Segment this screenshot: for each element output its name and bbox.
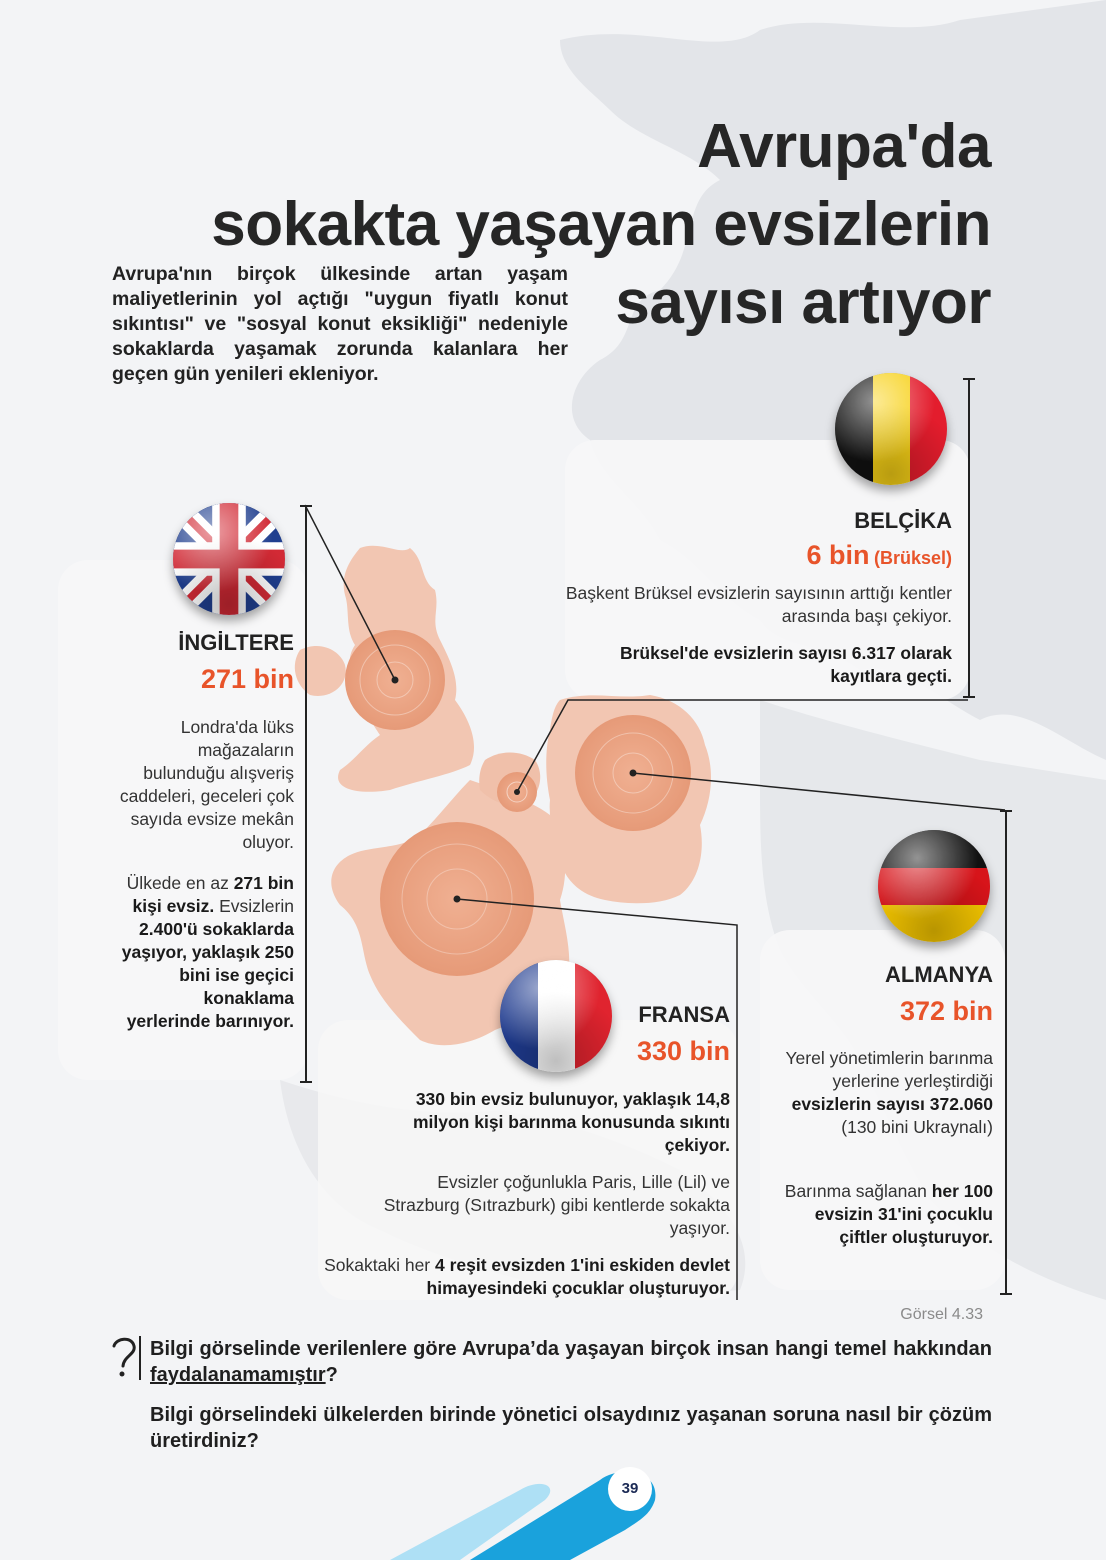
uk-p2-c: Evsizlerin [214, 896, 294, 916]
belgium-p1: Başkent Brüksel evsizlerin sayısının arttığı kentler arasında başı çekiyor. [565, 583, 952, 626]
belgium-flag [835, 373, 947, 485]
uk-p2 [119, 872, 294, 1033]
germany-p1-b: evsizlerin sayısı 372.060 [791, 1094, 993, 1114]
belgium-block [807, 508, 953, 571]
germany-flag [878, 830, 990, 942]
title-line-2: sokakta yaşayan evsizlerin [211, 190, 991, 259]
question-1 [150, 1336, 992, 1388]
uk-block [178, 630, 294, 695]
uk-p2-b: 271 bin kişi evsiz. [132, 873, 294, 916]
germany-p2 [768, 1180, 993, 1249]
germany-p1-c: (130 bini Ukraynalı) [841, 1117, 993, 1137]
uk-p2-d: 2.400'ü sokaklarda yaşıyor, yaklaşık 250 bini ise geçici konaklama yerlerinde barınıyor. [121, 919, 294, 1031]
france-dot [454, 896, 461, 903]
germany-p1-a: Yerel yönetimlerin barınma yerlerine yerleştirdiği [785, 1048, 993, 1091]
title-line-3: sayısı artıyor [615, 268, 991, 337]
germany-block [885, 962, 993, 1027]
question-2: Bilgi görselindeki ülkelerden birinde yönetici olsaydınız yaşanan soruna nasıl bir çözüm üretirdiniz? [150, 1404, 992, 1452]
figure-caption: Görsel 4.33 [900, 1306, 983, 1323]
france-number: 330 bin [636, 1036, 730, 1066]
germany-name: ALMANYA [885, 962, 993, 987]
belgium-city: (Brüksel) [873, 548, 952, 568]
belgium-bracket [950, 378, 970, 698]
question-1-underlined: faydalanamamıştır [150, 1364, 326, 1386]
uk-number: 271 bin [200, 664, 294, 694]
belgium-p2: Brüksel'de evsizlerin sayısı 6.317 olarak kayıtlara geçti. [619, 643, 952, 686]
uk-p2-a: Ülkede en az [126, 873, 234, 893]
germany-number: 372 bin [899, 996, 993, 1026]
question-mark-icon [110, 1336, 146, 1380]
germany-p1 [768, 1047, 993, 1139]
france-name: FRANSA [638, 1002, 730, 1027]
uk-flag [173, 503, 285, 615]
france-p1: 330 bin evsiz bulunuyor, yaklaşık 14,8 milyon kişi barınma konusunda sıkıntı çekiyor. [412, 1089, 730, 1155]
france-flag [500, 960, 612, 1072]
belgium-name: BELÇİKA [854, 508, 952, 533]
uk-p1: Londra'da lüks mağazaların bulunduğu alışveriş caddeleri, geceleri çok sayıda evsize mekân oluyor. [119, 717, 294, 852]
france-block [637, 1002, 730, 1067]
germany-p2-b: her 100 evsizin 31'ini çocuklu çiftler oluşturuyor. [814, 1181, 993, 1247]
belgium-dot [514, 789, 520, 795]
france-p3-b: 4 reşit evsizden 1'ini eskiden devlet himayesindeki çocuklar oluşturuyor. [426, 1255, 730, 1298]
france-p3 [300, 1254, 730, 1300]
uk-dot [392, 677, 399, 684]
france-p3-a: Sokaktaki her [324, 1255, 435, 1275]
france-p2: Evsizler çoğunlukla Paris, Lille (Lil) ve Strazburg (Sıtrazburk) gibi kentlerde sokakta yaşıyor. [383, 1172, 730, 1238]
belgium-number: 6 bin [806, 540, 870, 570]
germany-p2-a: Barınma sağlanan [784, 1181, 932, 1201]
question-1-c: ? [325, 1364, 338, 1386]
title-line-1: Avrupa'da [697, 112, 991, 181]
page-number: 39 [608, 1467, 652, 1511]
intro-text: Avrupa'nın birçok ülkesinde artan yaşam maliyetlerinin yol açtığı "uygun fiyatlı konut sıkıntısı" ve "sosyal konut eksikliği" nedeniyle sokaklarda yaşamak zorunda kalanlara her geçen gün yenileri ekleniyor. [112, 263, 568, 385]
germany-dot [630, 770, 637, 777]
uk-name: İNGİLTERE [178, 630, 294, 655]
question-1-a: Bilgi görselinde verilenlere göre Avrupa’da yaşayan birçok insan hangi temel hakkından [150, 1338, 992, 1360]
